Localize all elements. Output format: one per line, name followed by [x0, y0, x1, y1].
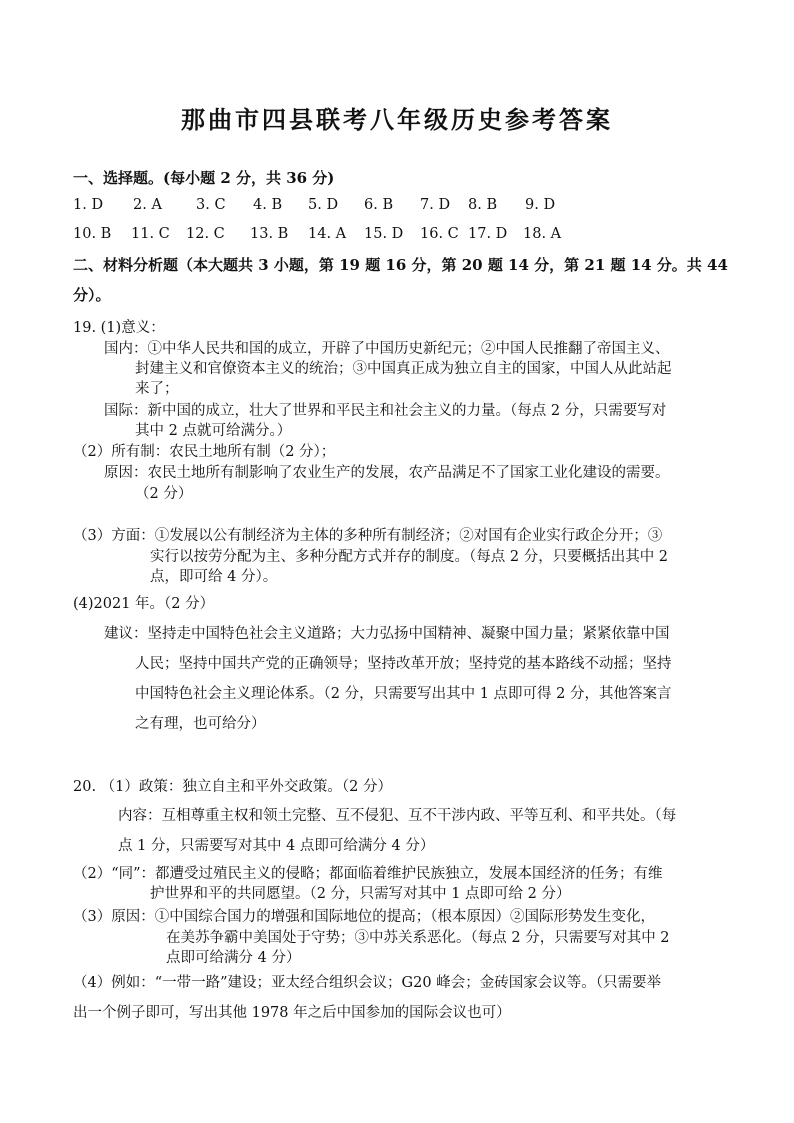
mcq-answer: 15. D	[364, 226, 404, 242]
q19-line: 点，即可给 4 分）。	[150, 569, 278, 585]
q19-line: （3）方面：①发展以公有制经济为主体的多种所有制经济；②对国有企业实行政企分开；③	[73, 528, 663, 544]
mcq-answer: 7. D	[420, 197, 451, 213]
mcq-answer: 2. A	[133, 197, 162, 213]
q19-line: 封建主义和官僚资本主义的统治；③中国真正成为独立自主的国家，中国人从此站起	[135, 361, 672, 377]
q19-line: 国内：①中华人民共和国的成立，开辟了中国历史新纪元；②中国人民推翻了帝国主义、	[104, 341, 670, 357]
q20-line: （3）原因：①中国综合国力的增强和国际地位的提高；（根本原因）②国际形势发生变化，	[73, 909, 655, 925]
mcq-answer: 14. A	[308, 226, 347, 242]
q19-line: 来了；	[135, 381, 179, 397]
mcq-answer: 18. A	[523, 226, 562, 242]
section2-heading: 二、材料分析题（本大题共 3 小题，第 19 题 16 分，第 20 题 14 分，第 21 题 14 分。共 44	[73, 256, 728, 274]
q20-line: 点 1 分，只需要写对其中 4 点即可给满分 4 分）	[118, 838, 435, 854]
q20-line: （4）例如：“一带一路”建设；亚太经合组织会议；G20 峰会；金砖国家会议等。（只需要举	[73, 975, 661, 991]
mcq-answer: 4. B	[253, 197, 283, 213]
section2-heading-cont: 分）。	[73, 286, 111, 304]
mcq-answer: 16. C	[420, 226, 459, 242]
q19-line: 国际：新中国的成立，壮大了世界和平民主和社会主义的力量。（每点 2 分，只需要写对	[104, 403, 667, 419]
q19-line: 其中 2 点就可给满分。）	[135, 423, 292, 439]
q19-line: （2 分）	[135, 486, 193, 502]
mcq-answer: 8. B	[468, 197, 498, 213]
q19-line: 中国特色社会主义理论体系。（2 分，只需要写出其中 1 点即可得 2 分，其他答案言	[135, 686, 672, 702]
section1-heading: 一、选择题。(每小题 2 分，共 36 分)	[73, 169, 335, 187]
mcq-answer: 11. C	[131, 226, 170, 242]
mcq-answer: 9. D	[525, 197, 556, 213]
q19-line: （2）所有制：农民土地所有制（2 分）；	[73, 444, 336, 460]
q20-line: （2）“同”：都遭受过殖民主义的侵略；都面临着维护民族独立，发展本国经济的任务；有维	[73, 866, 663, 882]
q19-line: 建议：坚持走中国特色社会主义道路；大力弘扬中国精神、凝聚中国力量；紧紧依靠中国	[104, 626, 670, 642]
q20-line: 护世界和平的共同愿望。（2 分，只需写对其中 1 点即可给 2 分）	[150, 886, 571, 902]
q20-line: 点即可给满分 4 分）	[166, 950, 301, 966]
q20-line: 内容：互相尊重主权和领土完整、互不侵犯、互不干涉内政、平等互利、和平共处。（每	[118, 808, 677, 824]
q20-line: 出一个例子即可，写出其他 1978 年之后中国参加的国际会议也可）	[73, 1005, 511, 1021]
mcq-answer: 1. D	[73, 197, 104, 213]
mcq-answer: 10. B	[73, 226, 112, 242]
q19-line: 实行以按劳分配为主、多种分配方式并存的制度。（每点 2 分，只要概括出其中 2	[150, 549, 669, 565]
mcq-answer: 17. D	[468, 226, 508, 242]
mcq-answer: 12. C	[186, 226, 225, 242]
q20-line: 20. （1）政策：独立自主和平外交政策。（2 分）	[73, 779, 392, 795]
q19-line: 19. (1)意义：	[73, 320, 165, 336]
q20-line: 在美苏争霸中美国处于守势；③中苏关系恶化。（每点 2 分，只需要写对其中 2	[166, 930, 670, 946]
q19-line: (4)2021 年。（2 分）	[73, 596, 215, 612]
mcq-answer: 13. B	[250, 226, 289, 242]
mcq-answer: 6. B	[364, 197, 394, 213]
q19-line: 原因：农民土地所有制影响了农业生产的发展，农产品满足不了国家工业化建设的需要。	[104, 465, 670, 481]
mcq-answer: 3. C	[196, 197, 226, 213]
mcq-answer: 5. D	[308, 197, 339, 213]
q19-line: 人民；坚持中国共产党的正确领导；坚持改革开放；坚持党的基本路线不动摇；坚持	[135, 656, 672, 672]
page-title: 那曲市四县联考八年级历史参考答案	[181, 105, 613, 134]
q19-line: 之有理，也可给分）	[135, 716, 266, 732]
